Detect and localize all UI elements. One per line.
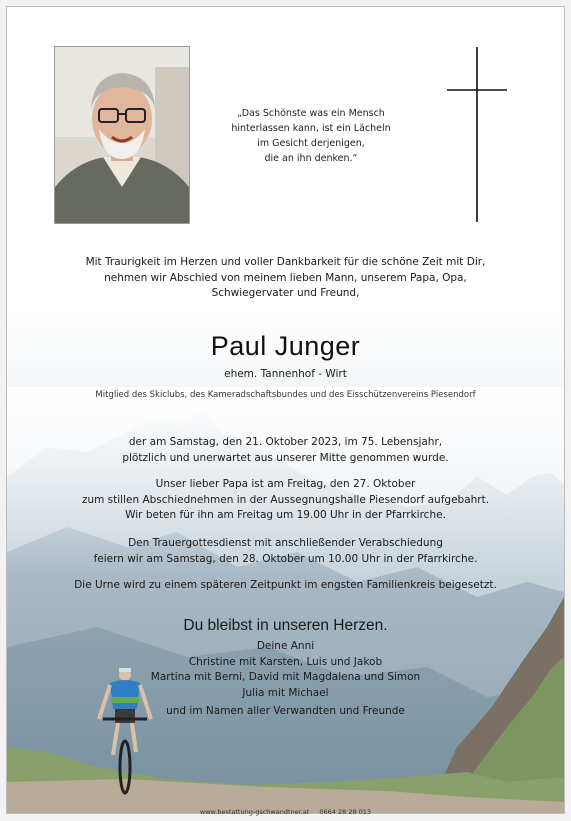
funeral-info <box>7 536 564 567</box>
funeral-line: feiern wir am Samstag, den 28. Oktober um 10.00 Uhr in der Pfarrkirche. <box>93 552 478 565</box>
cross-icon <box>447 47 507 222</box>
quote-line: im Gesicht derjenigen, <box>257 138 365 149</box>
footer <box>0 808 571 816</box>
family-member: Julia mit Michael <box>242 686 329 699</box>
family-member: Deine Anni <box>256 640 315 652</box>
family-member: Martina mit Berni, David mit Magdalena und Simon <box>150 671 421 683</box>
intro-line: Mit Traurigkeit im Herzen und voller Dankbarkeit für die schöne Zeit mit Dir, <box>85 256 486 268</box>
family-list <box>7 639 564 701</box>
footer-website-link[interactable]: www.bestattung-gschwandtner.at <box>199 808 310 816</box>
obituary-card <box>6 6 565 814</box>
quote-line: hinterlassen kann, ist ein Lächeln <box>231 123 391 134</box>
farewell-info <box>7 477 564 524</box>
motto-heading: Du bleibst in unseren Herzen. <box>183 617 388 634</box>
deceased-subtitle: ehem. Tannenhof - Wirt <box>224 368 347 380</box>
farewell-line: Unser lieber Papa ist am Freitag, den 27. Oktober <box>155 478 416 490</box>
intro-text <box>7 255 564 302</box>
membership-text: Mitglied des Skiclubs, des Kameradschaftsbundes und des Eisschützenvereins Piesendorf <box>95 390 476 400</box>
quote-line: „Das Schönste was ein Mensch <box>237 108 385 119</box>
memorial-quote <box>227 106 395 166</box>
death-line: plötzlich und unerwartet aus unserer Mitte genommen wurde. <box>122 451 449 464</box>
family-member: Christine mit Karsten, Luis und Jakob <box>188 655 383 668</box>
death-line: der am Samstag, den 21. Oktober 2023, im 75. Lebensjahr, <box>128 436 443 448</box>
footer-phone: 0664 28 28 013 <box>319 808 372 816</box>
urn-info: Die Urne wird zu einem späteren Zeitpunkt im engsten Familienkreis beigesetzt. <box>74 579 497 591</box>
farewell-line: zum stillen Abschiednehmen in der Aussegnungshalle Piesendorf aufgebahrt. <box>81 493 490 506</box>
quote-line: die an ihn denken.“ <box>264 153 358 164</box>
portrait-photo <box>54 46 190 224</box>
intro-line: Schwiegervater und Freund, <box>211 287 360 299</box>
relatives-line: und im Namen aller Verwandten und Freunde <box>166 705 405 717</box>
funeral-line: Den Trauergottesdienst mit anschließender Verabschiedung <box>128 537 443 549</box>
intro-line: nehmen wir Abschied von meinem lieben Mann, unserem Papa, Opa, <box>104 271 467 284</box>
deceased-name: Paul Junger <box>210 331 361 361</box>
death-notice <box>7 435 564 466</box>
farewell-line: Wir beten für ihn am Freitag um 19.00 Uhr in der Pfarrkirche. <box>125 509 446 521</box>
